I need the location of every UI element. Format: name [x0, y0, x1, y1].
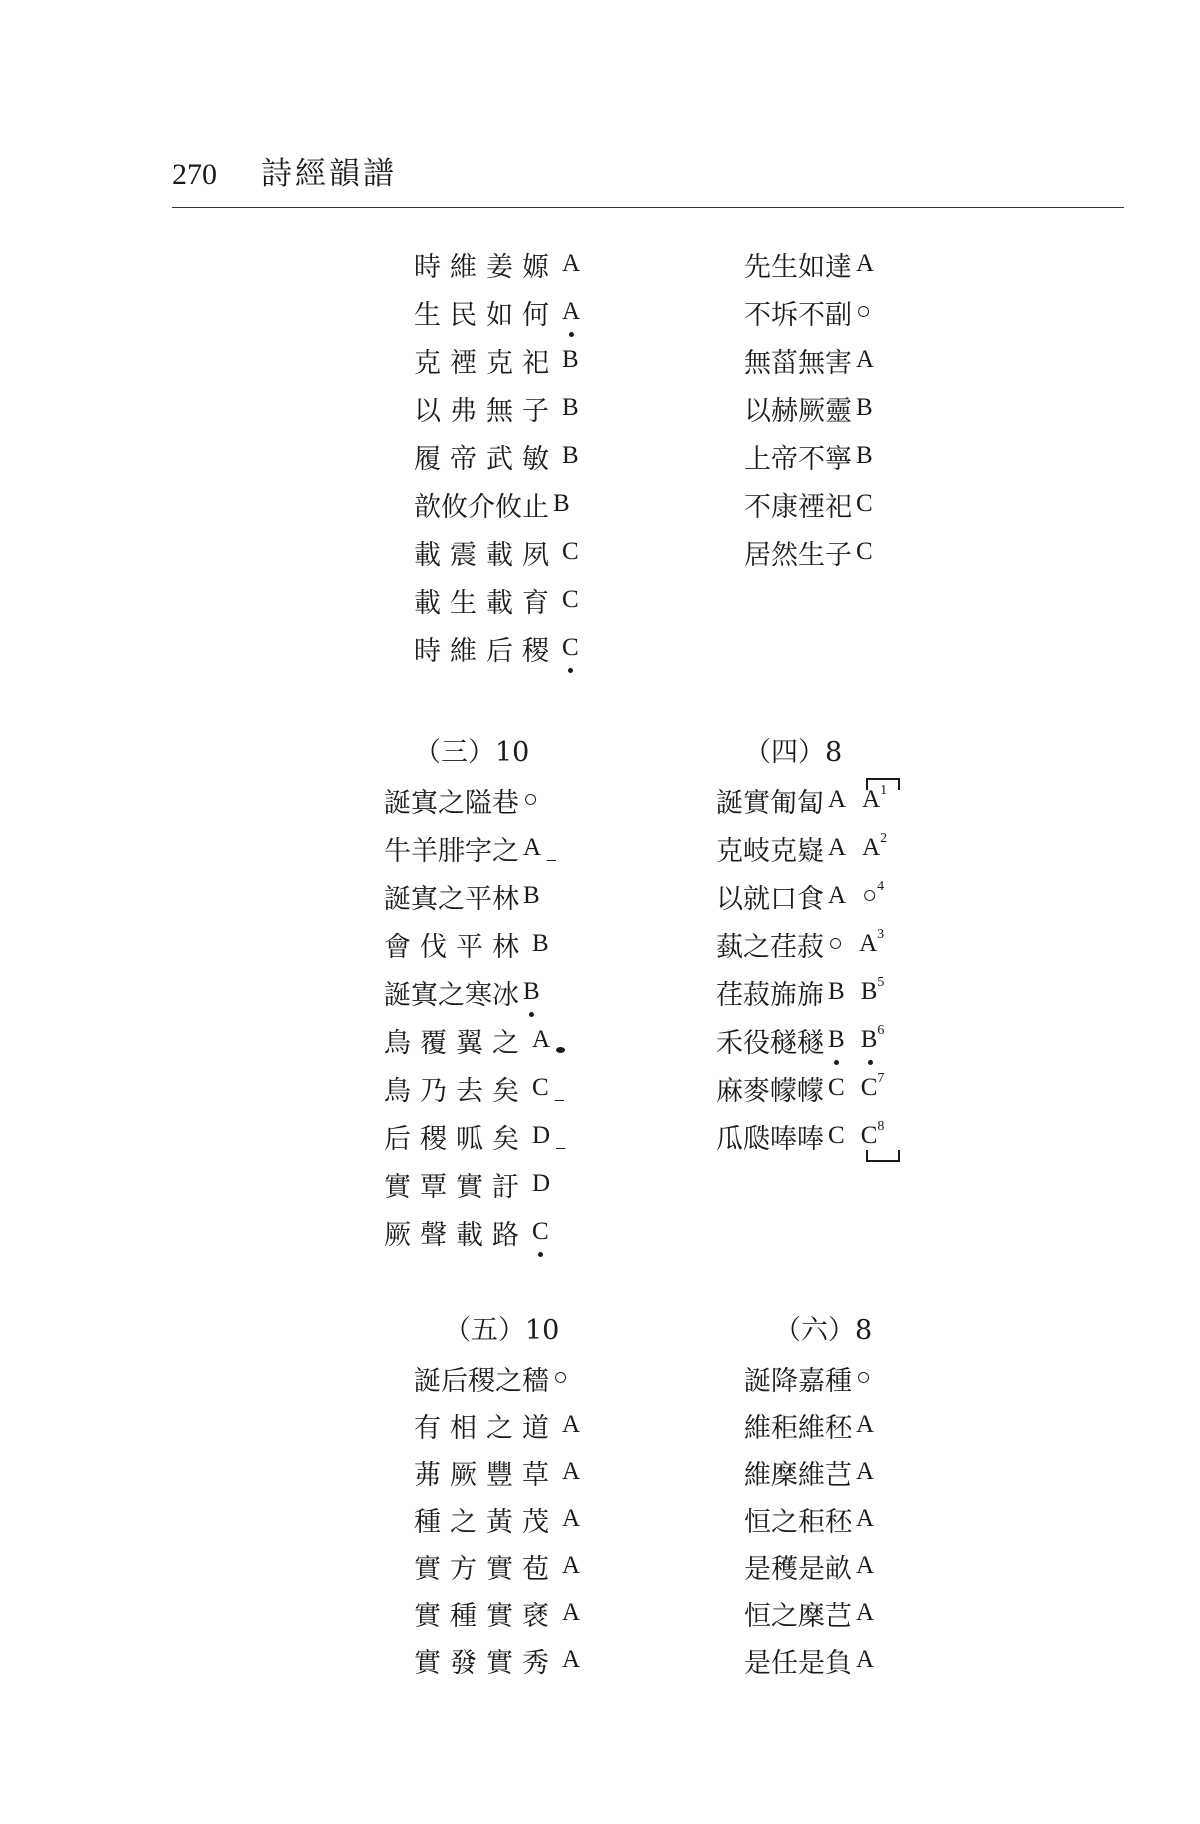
rhyme-marker: B	[562, 394, 579, 421]
verse-line	[716, 824, 887, 872]
alt-rhyme-marker: $B^6$	[860, 1022, 885, 1053]
rhyme-marker: ○	[856, 1364, 872, 1391]
verse-text: 種之黃茂	[414, 1506, 558, 1538]
rhyme-marker: ○	[856, 298, 872, 325]
verse-line	[744, 1354, 871, 1402]
verse-line	[384, 776, 538, 824]
verse-text: 不坼不副	[744, 299, 852, 331]
verse-text: 時維姜嫄	[414, 251, 558, 283]
verse-line	[384, 1208, 549, 1256]
verse-line	[384, 1112, 550, 1160]
verse-line	[744, 288, 871, 336]
rhyme-marker: C	[562, 634, 579, 661]
verse-text: 恒之秬秠	[744, 1506, 852, 1538]
verse-line	[414, 1401, 580, 1449]
rhyme-marker: A	[523, 834, 542, 861]
rhyme-marker: A	[828, 786, 847, 813]
verse-text: 茀厥豐草	[414, 1459, 558, 1491]
alt-rhyme-marker: $A^3$	[859, 926, 885, 957]
verse-text: 不康禋祀	[744, 491, 852, 523]
rhyme-marker: A	[856, 1646, 875, 1673]
rhyme-marker: A	[828, 882, 847, 909]
verse-text: 歆攸介攸止	[414, 491, 549, 523]
rhyme-marker: A	[856, 250, 875, 277]
verse-line	[716, 872, 884, 920]
stanza-heading: （五）10	[444, 1315, 560, 1346]
rhyme-marker: B	[562, 442, 579, 469]
verse-text: 履帝武敏	[414, 443, 558, 475]
verse-text: 居然生子	[744, 539, 852, 571]
book-title: 詩經韻譜	[261, 156, 397, 192]
rhyme-marker: A	[562, 1599, 581, 1626]
rhyme-marker: C	[562, 586, 579, 613]
rhyme-marker: A	[828, 834, 847, 861]
verse-line	[414, 288, 580, 336]
rhyme-marker: A	[856, 1458, 875, 1485]
verse-line	[414, 1589, 580, 1637]
verse-text: 實覃實訏	[384, 1171, 528, 1203]
rhyme-marker: A	[562, 250, 581, 277]
verse-line	[744, 1495, 874, 1543]
verse-line	[384, 1016, 550, 1064]
verse-line	[414, 1636, 580, 1684]
verse-text: 載生載育	[414, 587, 558, 619]
page-number: 270	[172, 158, 217, 191]
verse-line	[414, 1542, 580, 1590]
rhyme-marker: ○	[523, 786, 539, 813]
verse-line	[414, 432, 579, 480]
verse-text: 誕寘之平林	[384, 883, 519, 915]
rhyme-marker: A	[562, 1458, 581, 1485]
alt-rhyme-marker: $A^1$	[862, 782, 888, 813]
rhyme-marker: A	[532, 1026, 551, 1053]
rhyme-marker: C	[828, 1074, 845, 1101]
verse-text: 荏菽旆旆	[716, 979, 824, 1011]
rhyme-marker: A	[856, 1599, 875, 1626]
verse-line	[414, 384, 579, 432]
verse-text: 載震載夙	[414, 539, 558, 571]
verse-line	[414, 624, 579, 672]
verse-text: 蓺之荏菽	[716, 931, 824, 963]
rhyme-marker: ○	[828, 930, 844, 957]
verse-line	[414, 576, 579, 624]
rhyme-marker: C	[856, 538, 873, 565]
verse-text: 牛羊腓字之	[384, 835, 519, 867]
rhyme-marker: A	[562, 1505, 581, 1532]
verse-text: 鳥乃去矣	[384, 1075, 528, 1107]
rhyme-marker: D	[532, 1122, 551, 1149]
verse-text: 誕降嘉種	[744, 1365, 852, 1397]
alt-rhyme-marker: $B^5$	[860, 974, 885, 1005]
verse-line	[716, 920, 884, 968]
verse-text: 瓜瓞唪唪	[716, 1123, 824, 1155]
verse-text: 有相之道	[414, 1412, 558, 1444]
verse-line	[414, 1354, 568, 1402]
verse-line	[744, 432, 873, 480]
verse-line	[716, 1064, 884, 1112]
verse-text: 克禋克祀	[414, 347, 558, 379]
verse-text: 維秬維秠	[744, 1412, 852, 1444]
alt-rhyme-marker: $C^7$	[860, 1070, 885, 1101]
verse-line	[744, 384, 873, 432]
rhyme-marker: A	[562, 1552, 581, 1579]
rhyme-marker: ○	[553, 1364, 569, 1391]
rhyme-marker: B	[553, 490, 570, 517]
verse-line	[716, 776, 887, 824]
verse-line	[744, 1636, 874, 1684]
verse-text: 實種實褎	[414, 1600, 558, 1632]
verse-text: 是穫是畝	[744, 1553, 852, 1585]
verse-line	[744, 1542, 874, 1590]
rhyme-marker: C	[562, 538, 579, 565]
page-header	[172, 148, 397, 193]
verse-text: 是任是負	[744, 1647, 852, 1679]
verse-line	[744, 240, 874, 288]
rhyme-marker: A	[856, 1552, 875, 1579]
verse-line	[744, 1448, 874, 1496]
verse-text: 生民如何	[414, 299, 558, 331]
rhyme-marker: C	[532, 1218, 549, 1245]
verse-line	[384, 920, 549, 968]
verse-text: 后稷呱矣	[384, 1123, 528, 1155]
verse-line	[716, 968, 884, 1016]
verse-text: 會伐平林	[384, 931, 528, 963]
rhyme-marker: A	[562, 298, 581, 325]
rhyme-marker: B	[828, 1026, 845, 1053]
rhyme-marker: A	[856, 1505, 875, 1532]
rhyme-marker: A	[856, 346, 875, 373]
verse-text: 克岐克嶷	[716, 835, 824, 867]
stanza-heading: （三）10	[414, 737, 530, 768]
verse-line	[414, 480, 570, 528]
verse-line	[384, 1160, 550, 1208]
verse-text: 誕寘之隘巷	[384, 787, 519, 819]
group-bracket-bottom	[866, 1150, 900, 1162]
verse-line	[716, 1112, 884, 1160]
verse-text: 實發實秀	[414, 1647, 558, 1679]
verse-line	[384, 824, 541, 872]
rhyme-marker: B	[523, 978, 540, 1005]
rhyme-marker: B	[828, 978, 845, 1005]
verse-text: 誕后稷之穡	[414, 1365, 549, 1397]
rhyme-marker: A	[856, 1411, 875, 1438]
header-rule	[172, 207, 1124, 208]
verse-line	[744, 1589, 874, 1637]
verse-line	[384, 1064, 549, 1112]
alt-rhyme-marker: ○$^4$	[862, 878, 885, 909]
verse-line	[414, 336, 579, 384]
verse-text: 麻麥幪幪	[716, 1075, 824, 1107]
verse-text: 實方實苞	[414, 1553, 558, 1585]
stanza-heading: （四）8	[744, 737, 843, 768]
verse-text: 恒之穈芑	[744, 1600, 852, 1632]
verse-text: 厥聲載路	[384, 1219, 528, 1251]
verse-text: 無菑無害	[744, 347, 852, 379]
rhyme-marker: A	[562, 1411, 581, 1438]
verse-text: 維穈維芑	[744, 1459, 852, 1491]
rhyme-marker: B	[532, 930, 549, 957]
alt-rhyme-marker: $A^2$	[862, 830, 888, 861]
verse-line	[414, 240, 580, 288]
verse-line	[716, 1016, 884, 1064]
verse-text: 誕實匍匐	[716, 787, 824, 819]
verse-text: 鳥覆翼之	[384, 1027, 528, 1059]
verse-text: 誕寘之寒冰	[384, 979, 519, 1011]
verse-text: 時維后稷	[414, 635, 558, 667]
verse-text: 禾役穟穟	[716, 1027, 824, 1059]
verse-text: 以赫厥靈	[744, 395, 852, 427]
verse-line	[414, 528, 579, 576]
verse-line	[744, 336, 874, 384]
rhyme-marker: B	[856, 394, 873, 421]
rhyme-marker: B	[856, 442, 873, 469]
verse-text: 上帝不寧	[744, 443, 852, 475]
verse-line	[384, 872, 540, 920]
rhyme-marker: C	[828, 1122, 845, 1149]
rhyme-marker: B	[523, 882, 540, 909]
stanza-heading: （六）8	[774, 1315, 873, 1346]
verse-line	[744, 528, 873, 576]
verse-text: 先生如達	[744, 251, 852, 283]
rhyme-marker: C	[532, 1074, 549, 1101]
alt-rhyme-marker: $C^8$	[860, 1118, 885, 1149]
verse-line	[744, 480, 873, 528]
rhyme-marker: A	[562, 1646, 581, 1673]
rhyme-marker: C	[856, 490, 873, 517]
rhyme-marker: B	[562, 346, 579, 373]
verse-line	[414, 1495, 580, 1543]
rhyme-marker: D	[532, 1170, 551, 1197]
verse-line	[384, 968, 540, 1016]
verse-text: 以就口食	[716, 883, 824, 915]
verse-line	[414, 1448, 580, 1496]
verse-text: 以弗無子	[414, 395, 558, 427]
verse-line	[744, 1401, 874, 1449]
